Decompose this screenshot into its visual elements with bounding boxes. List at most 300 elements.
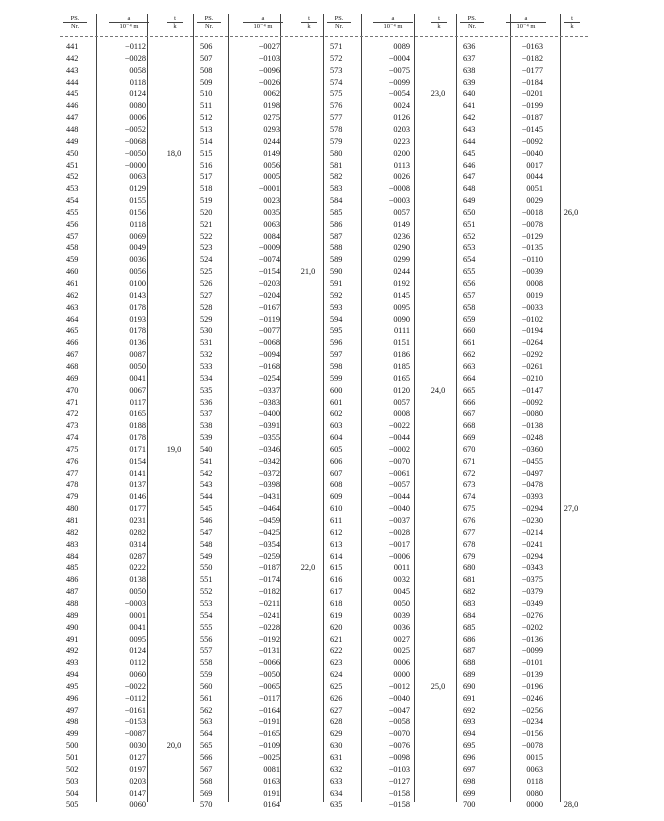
ps-number: 582 — [330, 172, 343, 182]
value-cell: 0050 — [393, 598, 410, 608]
t-header-top: t — [571, 15, 573, 22]
value-cell: −0077 — [258, 326, 280, 336]
ps-number: 462 — [66, 290, 79, 300]
ps-number: 450 — [66, 148, 79, 158]
ps-number: 569 — [200, 788, 213, 798]
value-cell: −0033 — [521, 302, 543, 312]
value-cell: 0203 — [129, 776, 146, 786]
ps-number: 499 — [66, 729, 79, 739]
ps-number: 463 — [66, 302, 79, 312]
value-header-bottom: 10⁻⁴ m — [243, 22, 283, 30]
ps-number: 447 — [66, 113, 79, 123]
value-cell: 0244 — [393, 267, 410, 277]
value-cell: 0126 — [393, 113, 410, 123]
ps-number: 480 — [66, 504, 79, 514]
ps-number: 627 — [330, 705, 343, 715]
value-cell: 0069 — [129, 231, 146, 241]
ps-number: 618 — [330, 598, 343, 608]
value-cell: 0087 — [129, 350, 146, 360]
value-cell: −0400 — [258, 409, 280, 419]
value-cell: −0187 — [521, 113, 543, 123]
ps-number: 473 — [66, 421, 79, 431]
value-header-bottom: 10⁻⁴ m — [506, 22, 546, 30]
ps-number: 655 — [463, 267, 476, 277]
value-cell: 0026 — [393, 172, 410, 182]
ps-number: 493 — [66, 658, 79, 668]
value-cell: 0165 — [129, 409, 146, 419]
t-header — [164, 15, 186, 30]
ps-number: 631 — [330, 753, 343, 762]
ps-number: 662 — [463, 350, 476, 360]
ps-number: 497 — [66, 705, 79, 715]
value-cell: −0372 — [258, 468, 280, 478]
ps-header — [457, 15, 487, 30]
ps-number: 628 — [330, 717, 343, 727]
value-cell: 0120 — [393, 385, 410, 395]
t-value: 19,0 — [166, 444, 182, 454]
ps-number: 672 — [463, 468, 476, 478]
ps-header-bottom: Nr. — [460, 22, 484, 30]
value-cell: 0293 — [263, 124, 280, 134]
ps-number: 478 — [66, 480, 79, 490]
t-value: 23,0 — [430, 89, 446, 99]
value-cell: 0060 — [129, 670, 146, 680]
value-cell: 0017 — [526, 160, 543, 170]
value-cell: 0095 — [129, 634, 146, 644]
ps-number: 576 — [330, 101, 343, 111]
value-cell: 0186 — [393, 350, 410, 360]
value-cell: 0056 — [263, 160, 280, 170]
value-cell: −0028 — [388, 527, 410, 537]
ps-number: 527 — [200, 290, 213, 300]
value-cell: 0019 — [526, 290, 543, 300]
ps-number: 623 — [330, 658, 343, 668]
value-cell: −0112 — [125, 693, 146, 703]
value-cell: −0167 — [258, 302, 280, 312]
t-header-top: t — [174, 15, 176, 22]
ps-number: 547 — [200, 527, 213, 537]
value-cell: −0061 — [388, 468, 410, 478]
value-cell: −0109 — [258, 741, 280, 751]
ps-number: 485 — [66, 563, 79, 573]
value-cell: −0379 — [521, 587, 543, 597]
value-cell: 0005 — [263, 172, 280, 182]
ps-number: 521 — [200, 219, 213, 229]
ps-number: 538 — [200, 421, 213, 431]
ps-number: 490 — [66, 622, 79, 632]
ps-number: 630 — [330, 741, 343, 751]
value-cell: 0030 — [129, 741, 146, 751]
ps-number: 502 — [66, 764, 79, 774]
ps-number: 679 — [463, 551, 476, 561]
ps-number: 560 — [200, 681, 213, 691]
ps-number: 466 — [66, 338, 79, 348]
ps-number: 541 — [200, 456, 213, 466]
value-cell: −0070 — [388, 456, 410, 466]
value-cell: −0203 — [258, 279, 280, 288]
ps-number: 512 — [200, 113, 213, 123]
value-cell: 0089 — [393, 42, 410, 51]
ps-number: 573 — [330, 65, 343, 75]
value-cell: 0062 — [263, 89, 280, 99]
ps-number: 540 — [200, 444, 213, 454]
ps-number: 470 — [66, 385, 79, 395]
value-cell: −0246 — [521, 693, 543, 703]
ps-number: 700 — [463, 800, 476, 810]
ps-number: 603 — [330, 421, 343, 431]
ps-number: 482 — [66, 527, 79, 537]
value-cell: −0163 — [521, 42, 543, 51]
ps-header-top: PS. — [70, 15, 80, 22]
value-cell: −0201 — [521, 89, 543, 99]
ps-number: 645 — [463, 148, 476, 158]
value-cell: 0287 — [129, 551, 146, 561]
value-cell: 0080 — [526, 788, 543, 798]
value-cell: −0050 — [124, 148, 146, 158]
ps-number: 457 — [66, 231, 79, 241]
ps-header — [194, 15, 224, 30]
t-header-bottom: k — [564, 22, 580, 30]
value-cell: −0497 — [521, 468, 543, 478]
ps-number: 599 — [330, 373, 343, 383]
ps-number: 574 — [330, 77, 343, 87]
ps-number: 475 — [66, 444, 79, 454]
value-cell: −0360 — [521, 444, 543, 454]
value-cell: −0002 — [388, 444, 410, 454]
value-cell: −0199 — [521, 101, 543, 111]
value-header-top: a — [524, 15, 528, 22]
ps-number: 654 — [463, 255, 476, 265]
value-cell: 0124 — [129, 646, 146, 656]
value-cell: −0018 — [521, 207, 543, 217]
value-cell: 0112 — [129, 658, 146, 668]
value-cell: −0177 — [521, 65, 543, 75]
ps-number: 534 — [200, 373, 213, 383]
ps-number: 597 — [330, 350, 343, 360]
value-cell: −0455 — [521, 456, 543, 466]
value-cell: 0223 — [393, 136, 410, 146]
ps-number: 691 — [463, 693, 476, 703]
value-cell: −0026 — [258, 77, 280, 87]
ps-number: 491 — [66, 634, 79, 644]
value-cell: 0039 — [393, 610, 410, 620]
value-cell: −0241 — [521, 539, 543, 549]
value-cell: 0290 — [393, 243, 410, 253]
ps-number: 511 — [200, 101, 213, 111]
ps-number: 471 — [66, 397, 79, 407]
ps-number: 565 — [200, 741, 213, 751]
value-cell: 0165 — [393, 373, 410, 383]
ps-number: 448 — [66, 124, 79, 134]
ps-number: 460 — [66, 267, 79, 277]
t-header-bottom: k — [301, 22, 317, 30]
value-cell: −0001 — [258, 184, 280, 194]
value-cell: −0342 — [258, 456, 280, 466]
ps-number: 572 — [330, 53, 343, 63]
value-cell: −0003 — [388, 196, 410, 206]
value-cell: 0154 — [129, 456, 146, 466]
ps-number: 686 — [463, 634, 476, 644]
ps-number: 465 — [66, 326, 79, 336]
ps-number: 657 — [463, 290, 476, 300]
ps-number: 487 — [66, 587, 79, 597]
column-rule — [456, 14, 457, 802]
value-cell: −0192 — [258, 634, 280, 644]
ps-number: 543 — [200, 480, 213, 490]
ps-number: 693 — [463, 717, 476, 727]
ps-number: 500 — [66, 741, 79, 751]
t-value: 22,0 — [300, 563, 316, 573]
ps-number: 519 — [200, 196, 213, 206]
ps-number: 515 — [200, 148, 213, 158]
ps-number: 583 — [330, 184, 343, 194]
value-cell: −0052 — [124, 124, 146, 134]
ps-number: 699 — [463, 788, 476, 798]
ps-number: 461 — [66, 279, 79, 288]
value-cell: 0192 — [393, 279, 410, 288]
value-cell: −0391 — [258, 421, 280, 431]
ps-number: 510 — [200, 89, 213, 99]
t-header-top: t — [438, 15, 440, 22]
ps-number: 548 — [200, 539, 213, 549]
value-cell: −0145 — [521, 124, 543, 134]
value-cell: 0090 — [393, 314, 410, 324]
value-cell: 0032 — [393, 575, 410, 585]
ps-number: 459 — [66, 255, 79, 265]
value-cell: 0000 — [393, 670, 410, 680]
value-header-bottom: 10⁻⁴ m — [373, 22, 413, 30]
ps-number: 469 — [66, 373, 79, 383]
value-cell: 0063 — [129, 172, 146, 182]
value-cell: 0015 — [526, 753, 543, 762]
value-cell: −0135 — [521, 243, 543, 253]
ps-number: 668 — [463, 421, 476, 431]
value-cell: 0113 — [393, 160, 410, 170]
ps-number: 614 — [330, 551, 343, 561]
ps-number: 664 — [463, 373, 476, 383]
t-value: 28,0 — [563, 800, 579, 810]
ps-number: 561 — [200, 693, 213, 703]
value-cell: −0383 — [258, 397, 280, 407]
ps-number: 455 — [66, 207, 79, 217]
ps-number: 606 — [330, 456, 343, 466]
value-cell: −0156 — [521, 729, 543, 739]
column-rule — [147, 14, 148, 802]
value-cell: −0202 — [521, 622, 543, 632]
value-cell: −0040 — [521, 148, 543, 158]
ps-number: 639 — [463, 77, 476, 87]
ps-number: 514 — [200, 136, 213, 146]
ps-number: 468 — [66, 361, 79, 371]
value-cell: 0000 — [526, 800, 543, 810]
ps-number: 559 — [200, 670, 213, 680]
value-cell: −0092 — [521, 397, 543, 407]
column-rule — [323, 14, 324, 802]
ps-number: 445 — [66, 89, 79, 99]
value-cell: −0398 — [258, 480, 280, 490]
t-value: 25,0 — [430, 681, 446, 691]
value-cell: 0049 — [129, 243, 146, 253]
ps-number: 646 — [463, 160, 476, 170]
value-cell: −0112 — [125, 42, 146, 51]
value-cell: −0054 — [388, 89, 410, 99]
value-cell: 0111 — [394, 326, 410, 336]
ps-number: 685 — [463, 622, 476, 632]
ps-number: 589 — [330, 255, 343, 265]
value-cell: 0008 — [526, 279, 543, 288]
t-header-top: t — [308, 15, 310, 22]
ps-number: 604 — [330, 433, 343, 443]
value-cell: −0136 — [521, 634, 543, 644]
ps-number: 617 — [330, 587, 343, 597]
ps-number: 489 — [66, 610, 79, 620]
ps-number: 528 — [200, 302, 213, 312]
ps-number: 687 — [463, 646, 476, 656]
ps-number: 524 — [200, 255, 213, 265]
value-cell: −0168 — [258, 361, 280, 371]
ps-number: 587 — [330, 231, 343, 241]
value-cell: 0124 — [129, 89, 146, 99]
ps-number: 517 — [200, 172, 213, 182]
value-cell: 0177 — [129, 504, 146, 514]
ps-number: 481 — [66, 516, 79, 525]
t-value: 26,0 — [563, 207, 579, 217]
ps-header-top: PS. — [334, 15, 344, 22]
value-header-bottom: 10⁻⁴ m — [109, 22, 149, 30]
ps-number: 676 — [463, 516, 476, 525]
ps-number: 633 — [330, 776, 343, 786]
ps-number: 656 — [463, 279, 476, 288]
value-cell: 0231 — [129, 516, 146, 525]
ps-number: 498 — [66, 717, 79, 727]
ps-number: 508 — [200, 65, 213, 75]
ps-number: 616 — [330, 575, 343, 585]
ps-number: 552 — [200, 587, 213, 597]
value-cell: −0292 — [521, 350, 543, 360]
value-cell: 0024 — [393, 101, 410, 111]
ps-number: 607 — [330, 468, 343, 478]
ps-header-top: PS. — [204, 15, 214, 22]
value-cell: −0248 — [521, 433, 543, 443]
ps-number: 638 — [463, 65, 476, 75]
value-cell: 0029 — [526, 196, 543, 206]
ps-number: 644 — [463, 136, 476, 146]
value-cell: −0075 — [388, 65, 410, 75]
value-cell: −0004 — [388, 53, 410, 63]
ps-number: 681 — [463, 575, 476, 585]
value-cell: −0234 — [521, 717, 543, 727]
column-rule — [414, 14, 415, 802]
value-cell: −0139 — [521, 670, 543, 680]
ps-number: 567 — [200, 764, 213, 774]
value-cell: −0065 — [258, 681, 280, 691]
value-cell: −0459 — [258, 516, 280, 525]
value-cell: −0070 — [388, 729, 410, 739]
value-cell: −0294 — [521, 504, 543, 514]
value-cell: −0254 — [258, 373, 280, 383]
value-cell: 0025 — [393, 646, 410, 656]
value-cell: 0200 — [393, 148, 410, 158]
ps-number: 663 — [463, 361, 476, 371]
ps-number: 518 — [200, 184, 213, 194]
ps-header — [60, 15, 90, 30]
value-cell: 0036 — [393, 622, 410, 632]
ps-number: 525 — [200, 267, 213, 277]
ps-number: 568 — [200, 776, 213, 786]
ps-number: 503 — [66, 776, 79, 786]
column-rule — [193, 14, 194, 802]
ps-number: 578 — [330, 124, 343, 134]
value-cell: 0244 — [263, 136, 280, 146]
ps-number: 526 — [200, 279, 213, 288]
value-cell: −0261 — [521, 361, 543, 371]
ps-number: 507 — [200, 53, 213, 63]
ps-number: 443 — [66, 65, 79, 75]
ps-number: 571 — [330, 42, 343, 51]
ps-number: 671 — [463, 456, 476, 466]
value-cell: 0041 — [129, 622, 146, 632]
ps-number: 653 — [463, 243, 476, 253]
ps-number: 596 — [330, 338, 343, 348]
value-cell: −0431 — [258, 492, 280, 502]
t-header-bottom: k — [431, 22, 447, 30]
value-cell: 0143 — [129, 290, 146, 300]
value-cell: −0375 — [521, 575, 543, 585]
ps-number: 675 — [463, 504, 476, 514]
value-cell: −0066 — [258, 658, 280, 668]
ps-number: 652 — [463, 231, 476, 241]
ps-number: 566 — [200, 753, 213, 762]
ps-number: 649 — [463, 196, 476, 206]
value-cell: 0080 — [129, 101, 146, 111]
ps-number: 674 — [463, 492, 476, 502]
value-cell: −0078 — [521, 741, 543, 751]
value-cell: 0222 — [129, 563, 146, 573]
ps-number: 504 — [66, 788, 79, 798]
value-cell: 0051 — [526, 184, 543, 194]
value-cell: 0063 — [263, 219, 280, 229]
value-cell: 0198 — [263, 101, 280, 111]
ps-number: 452 — [66, 172, 79, 182]
value-cell: −0161 — [124, 705, 146, 715]
ps-number: 553 — [200, 598, 213, 608]
value-cell: 0314 — [129, 539, 146, 549]
ps-number: 621 — [330, 634, 343, 644]
value-cell: 0299 — [393, 255, 410, 265]
ps-number: 584 — [330, 196, 343, 206]
ps-header — [324, 15, 354, 30]
value-cell: 0081 — [263, 764, 280, 774]
column-rule — [560, 14, 561, 802]
value-cell: −0337 — [258, 385, 280, 395]
ps-number: 586 — [330, 219, 343, 229]
ps-number: 682 — [463, 587, 476, 597]
value-cell: 0156 — [129, 207, 146, 217]
value-cell: 0001 — [129, 610, 146, 620]
value-cell: −0256 — [521, 705, 543, 715]
value-cell: −0346 — [258, 444, 280, 454]
ps-number: 598 — [330, 361, 343, 371]
ps-number: 609 — [330, 492, 343, 502]
t-header — [561, 15, 583, 30]
value-cell: 0095 — [393, 302, 410, 312]
ps-number: 667 — [463, 409, 476, 419]
value-cell: −0153 — [124, 717, 146, 727]
value-cell: 0193 — [129, 314, 146, 324]
ps-number: 620 — [330, 622, 343, 632]
value-cell: −0182 — [521, 53, 543, 63]
value-cell: −0355 — [258, 433, 280, 443]
